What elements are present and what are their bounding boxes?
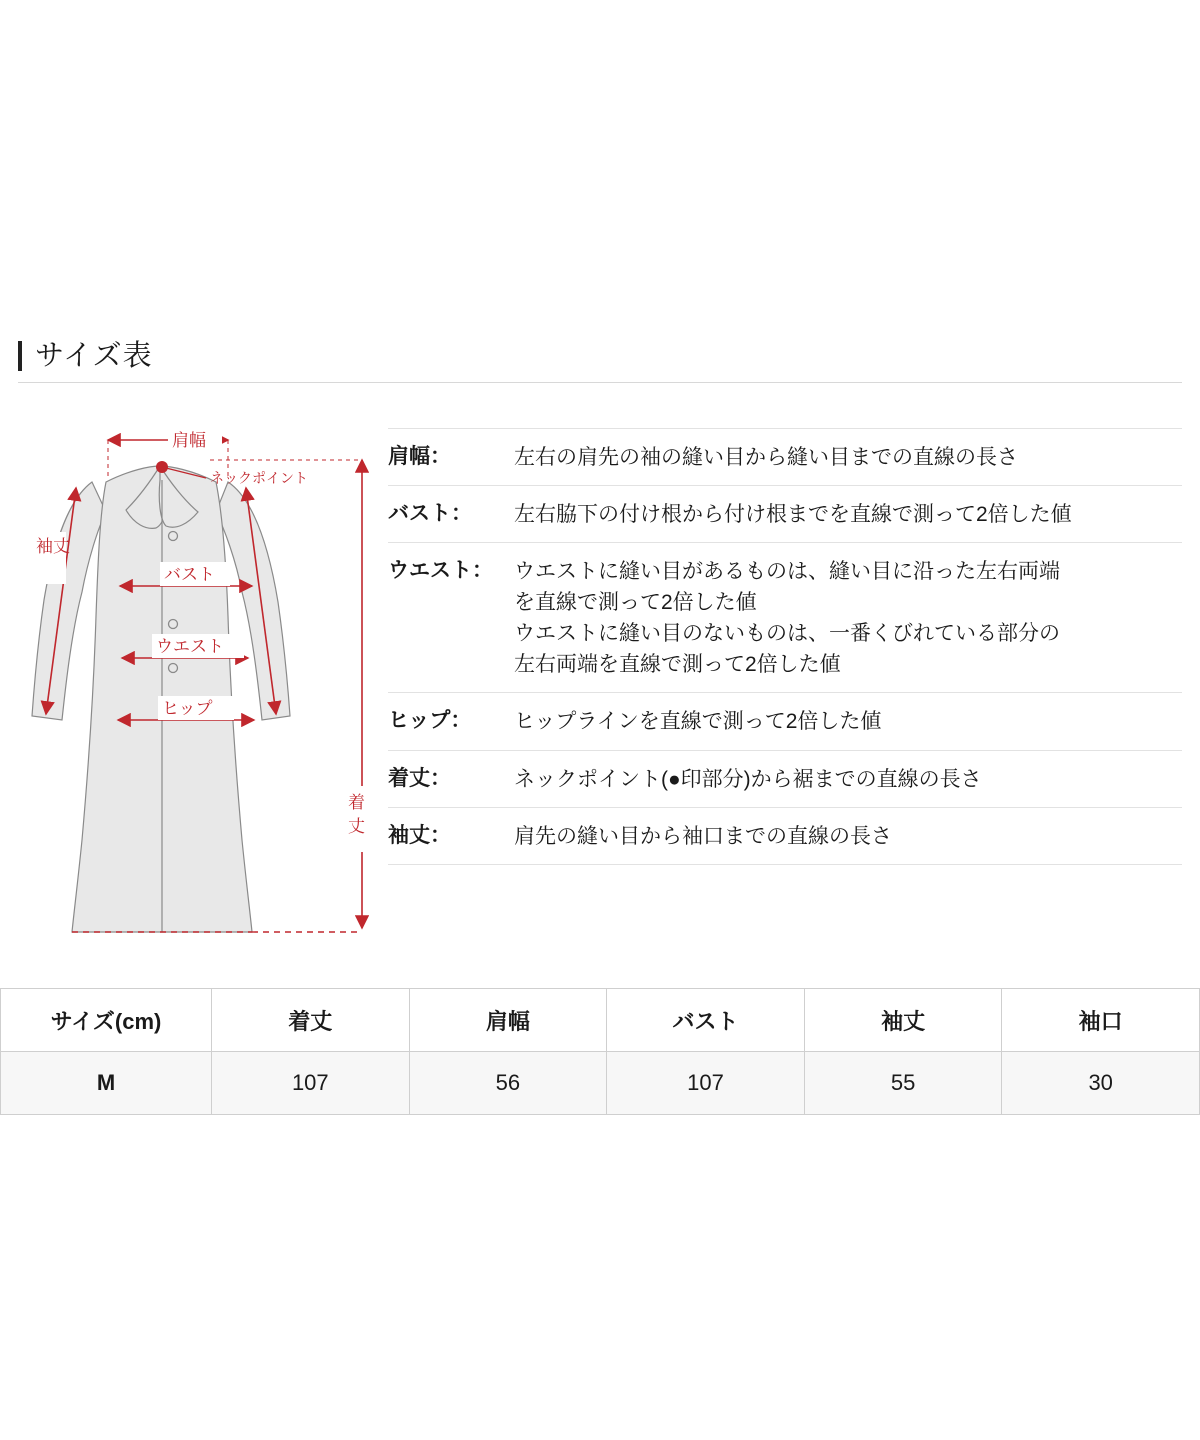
definition-row — [388, 808, 1182, 865]
definition-line: ウエストに縫い目のないものは、一番くびれている部分の — [514, 622, 1060, 646]
cell-length: 107 — [212, 1052, 410, 1115]
definition-line: 左右脇下の付け根から付け根までを直線で測って2倍した値 — [514, 503, 1072, 527]
column-header-length: 着丈 — [212, 989, 410, 1052]
definition-line: 左右の肩先の袖の縫い目から縫い目までの直線の長さ — [514, 446, 1018, 469]
table-header-row — [1, 989, 1200, 1052]
label-sleeve: 袖丈 — [36, 537, 70, 556]
definition-line: 肩先の縫い目から袖口までの直線の長さ — [514, 824, 892, 848]
definition-term: バスト： — [388, 502, 472, 526]
definition-description — [514, 499, 1182, 530]
size-table-head — [1, 989, 1200, 1052]
definition-row — [388, 543, 1182, 693]
measurement-definitions — [388, 428, 1182, 865]
definition-description — [514, 764, 1182, 795]
definition-description — [514, 442, 1182, 473]
table-row — [1, 1052, 1200, 1115]
label-hip: ヒップ — [162, 699, 213, 718]
label-bust: バスト — [164, 565, 215, 584]
definition-line: ウエストに縫い目があるものは、縫い目に沿った左右両端 — [514, 560, 1060, 584]
label-length: 着 — [348, 793, 365, 812]
label-waist: ウエスト — [156, 637, 224, 656]
definition-term: ヒップ： — [388, 709, 472, 733]
size-table — [0, 988, 1200, 1115]
size-table-body — [1, 1052, 1200, 1115]
cell-shoulder: 56 — [409, 1052, 607, 1115]
svg-text:丈: 丈 — [348, 817, 365, 836]
definition-description — [514, 706, 1182, 737]
column-header-shoulder: 肩幅 — [409, 989, 607, 1052]
definition-term: 着丈： — [388, 766, 451, 790]
definition-line: 左右両端を直線で測って2倍した値 — [514, 653, 841, 677]
definition-term: ウエスト： — [388, 559, 493, 583]
definition-line: ヒップラインを直線で測って2倍した値 — [514, 710, 882, 734]
title-divider — [18, 382, 1182, 383]
column-header-sleeve: 袖丈 — [804, 989, 1002, 1052]
definition-row — [388, 693, 1182, 750]
definition-description — [514, 556, 1182, 680]
cell-cuff: 30 — [1002, 1052, 1200, 1115]
definition-row — [388, 428, 1182, 486]
column-header-bust: バスト — [607, 989, 805, 1052]
definition-line: を直線で測って2倍した値 — [514, 591, 757, 615]
column-header-size: サイズ(cm) — [1, 989, 212, 1052]
definition-row — [388, 486, 1182, 543]
definition-description — [514, 821, 1182, 852]
label-neck-point: ネックポイント — [210, 470, 308, 486]
page-title-text: サイズ表 — [35, 339, 153, 372]
definition-term: 肩幅： — [388, 445, 451, 468]
page-title — [18, 330, 1182, 382]
cell-sleeve: 55 — [804, 1052, 1002, 1115]
title-accent-bar — [18, 341, 22, 371]
definition-term: 袖丈： — [388, 823, 451, 847]
label-shoulder: 肩幅 — [172, 431, 206, 450]
column-header-cuff: 袖口 — [1002, 989, 1200, 1052]
definition-line: ネックポイント(●印部分)から裾までの直線の長さ — [514, 767, 982, 791]
cell-bust: 107 — [607, 1052, 805, 1115]
garment-measurement-illustration — [10, 420, 380, 955]
cell-size: M — [1, 1052, 212, 1115]
definition-row — [388, 751, 1182, 808]
